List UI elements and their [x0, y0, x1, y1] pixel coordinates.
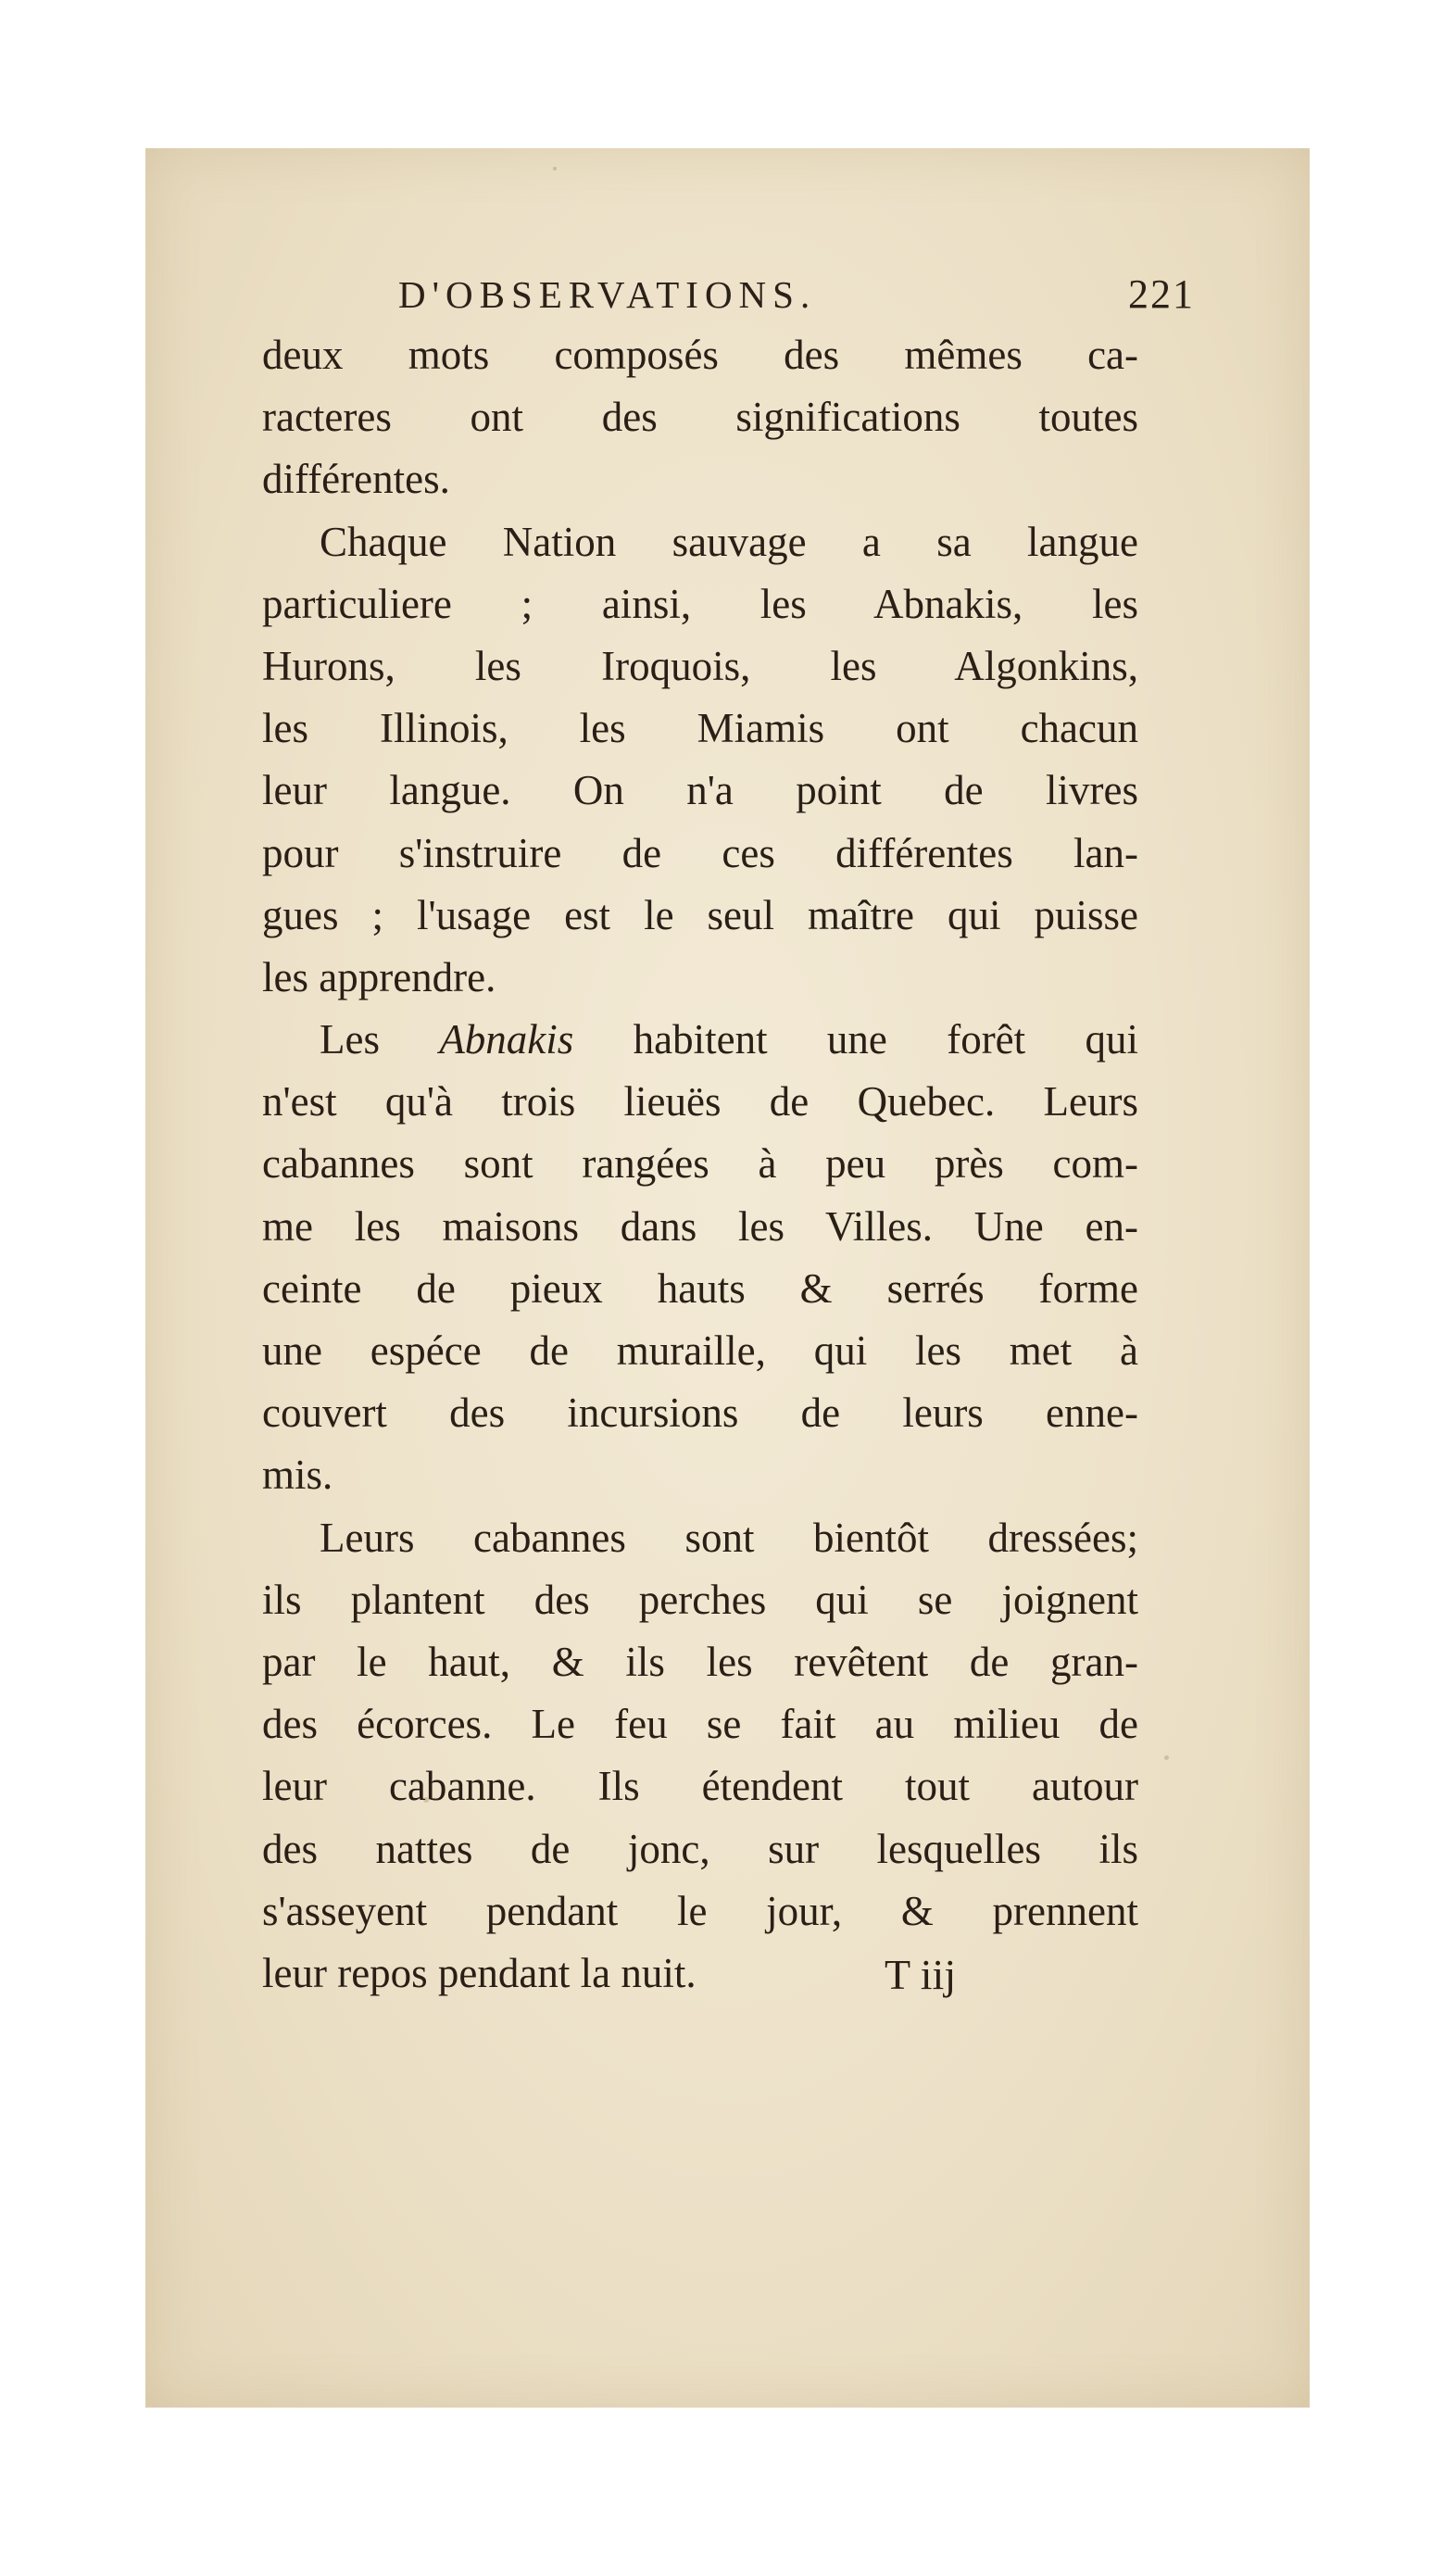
text-line: leur cabanne. Ils étendent tout autour — [262, 1763, 1138, 1810]
text-line: pour s'instruire de ces différentes lan- — [262, 829, 1138, 876]
signature-mark: T iij — [885, 1951, 957, 1998]
text-line: les apprendre. — [262, 953, 496, 1000]
italic-name: Abnakis — [439, 1016, 574, 1063]
text-line: gues ; l'usage est le seul maître qui puisse — [262, 891, 1138, 938]
text-run: habitent une forêt qui — [573, 1016, 1138, 1063]
paper-spot — [1164, 1755, 1169, 1760]
text-line: ceinte de pieux hauts & serrés forme — [262, 1264, 1138, 1312]
paragraph — [262, 511, 1138, 1010]
text-line: s'asseyent pendant le jour, & prennent — [262, 1887, 1138, 1934]
text-line: Leurs cabannes sont bientôt dressées; — [320, 1514, 1138, 1561]
text-line: leur langue. On n'a point de livres — [262, 767, 1138, 814]
text-line: une espéce de muraille, qui les met à — [262, 1327, 1138, 1374]
text-line: particuliere ; ainsi, les Abnakis, les — [262, 580, 1138, 627]
text-run: Les — [320, 1016, 440, 1063]
text-line: racteres ont des significations toutes — [262, 394, 1138, 441]
text-line: couvert des incursions de leurs enne- — [262, 1390, 1138, 1437]
paragraph — [262, 1009, 1138, 1507]
text-line: les Illinois, les Miamis ont chacun — [262, 705, 1138, 752]
text-line: des écorces. Le feu se fait au milieu de — [262, 1701, 1138, 1748]
text-line: deux mots composés des mêmes ca- — [262, 332, 1138, 378]
text-line: par le haut, & ils les revêtent de gran- — [262, 1638, 1138, 1685]
page-number: 221 — [1128, 271, 1195, 317]
text-line: leur repos pendant la nuit. — [262, 1949, 697, 1996]
text-line: Chaque Nation sauvage a sa langue — [320, 518, 1138, 565]
text-line: mis. — [262, 1452, 333, 1499]
paragraph — [262, 324, 1138, 511]
text-line: des nattes de jonc, sur lesquelles ils — [262, 1825, 1138, 1872]
text-line: cabannes sont rangées à peu près com- — [262, 1140, 1138, 1188]
body-text — [262, 324, 1138, 2005]
running-head-title: D'OBSERVATIONS. — [398, 273, 817, 316]
text-line: différentes. — [262, 456, 450, 503]
text-line: n'est qu'à trois lieuës de Quebec. Leurs — [262, 1078, 1138, 1126]
text-line — [262, 1009, 1138, 1071]
text-line: me les maisons dans les Villes. Une en- — [262, 1202, 1138, 1250]
paper-spot — [553, 167, 557, 170]
running-head — [250, 270, 1195, 326]
text-line: ils plantent des perches qui se joignent — [262, 1576, 1138, 1623]
text-line: Hurons, les Iroquois, les Algonkins, — [262, 642, 1138, 689]
paragraph — [262, 1507, 1138, 2006]
